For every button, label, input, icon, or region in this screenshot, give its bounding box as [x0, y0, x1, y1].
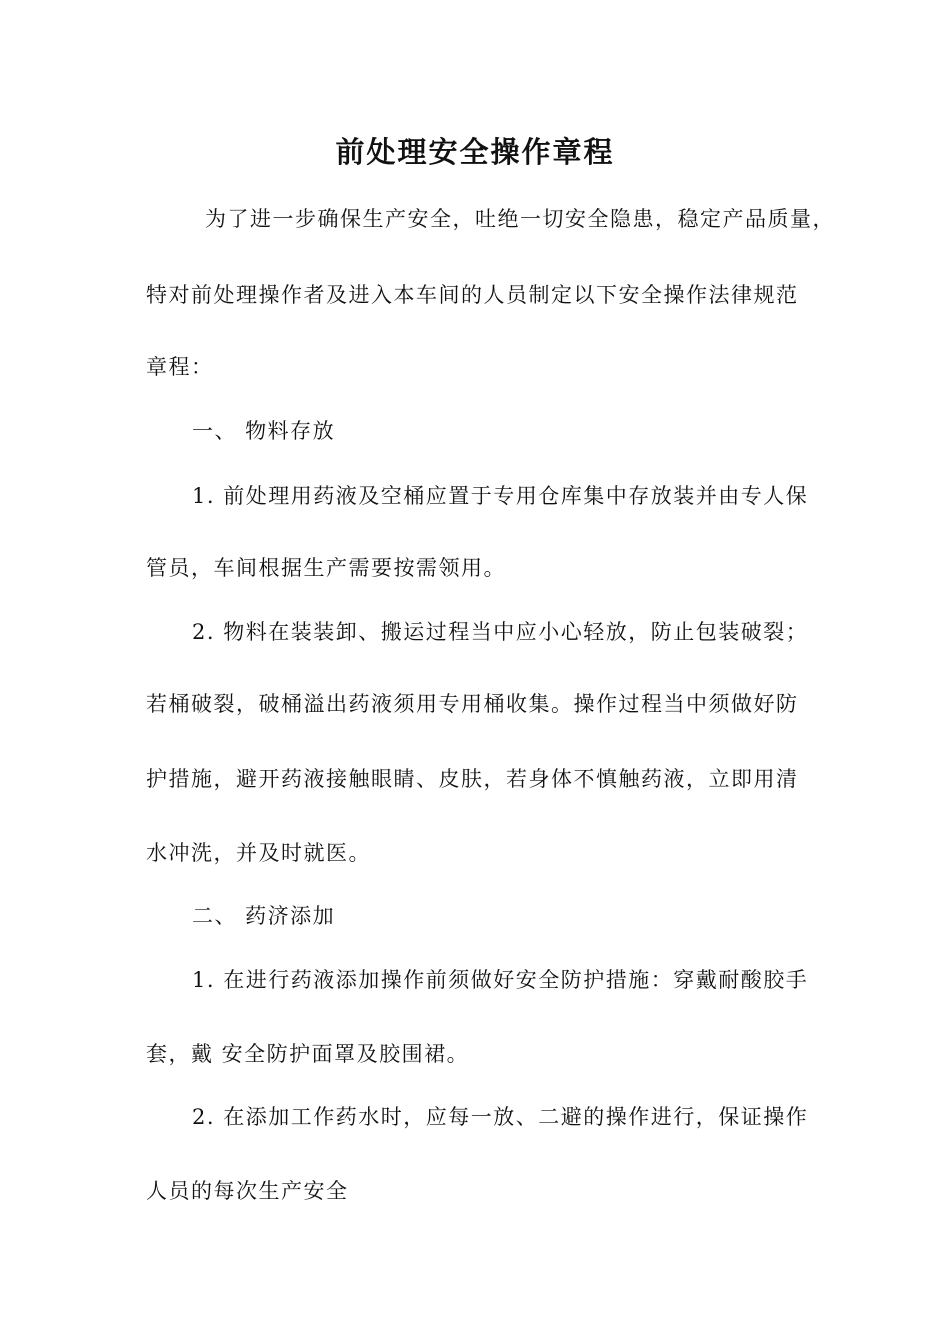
section1-item1-line1: 1. 前处理用药液及空桶应置于专用仓库集中存放装并由专人保	[192, 484, 809, 508]
section-heading-2: 二、 药济添加	[192, 904, 336, 928]
section1-item2-line2: 若桶破裂，破桶溢出药液须用专用桶收集。操作过程当中须做好防	[146, 692, 799, 716]
document-title: 前处理安全操作章程	[335, 135, 615, 169]
section-heading-1: 一、 物料存放	[192, 419, 336, 443]
section1-item2-line1: 2. 物料在装装卸、搬运过程当中应小心轻放，防止包装破裂；	[192, 620, 809, 644]
section2-item1-line1: 1. 在进行药液添加操作前须做好安全防护措施：穿戴耐酸胶手	[192, 968, 809, 992]
section1-item2-line4: 水冲洗，并及时就医。	[146, 841, 371, 865]
section2-item2-line2: 人员的每次生产安全	[146, 1179, 349, 1203]
section2-item2-line1: 2. 在添加工作药水时，应每一放、二避的操作进行，保证操作	[192, 1105, 809, 1129]
intro-line-2: 特对前处理操作者及进入本车间的人员制定以下安全操作法律规范	[146, 283, 799, 307]
intro-line-1: 为了进一步确保生产安全，吐绝一切安全隐患，稳定产品质量，	[205, 207, 835, 231]
section2-item1-line2: 套，戴 安全防护面罩及胶围裙。	[146, 1042, 470, 1066]
intro-line-3: 章程：	[146, 355, 214, 379]
section1-item1-line2: 管员，车间根据生产需要按需领用。	[146, 556, 506, 580]
section1-item2-line3: 护措施，避开药液接触眼睛、皮肤，若身体不慎触药液，立即用清	[146, 767, 799, 791]
